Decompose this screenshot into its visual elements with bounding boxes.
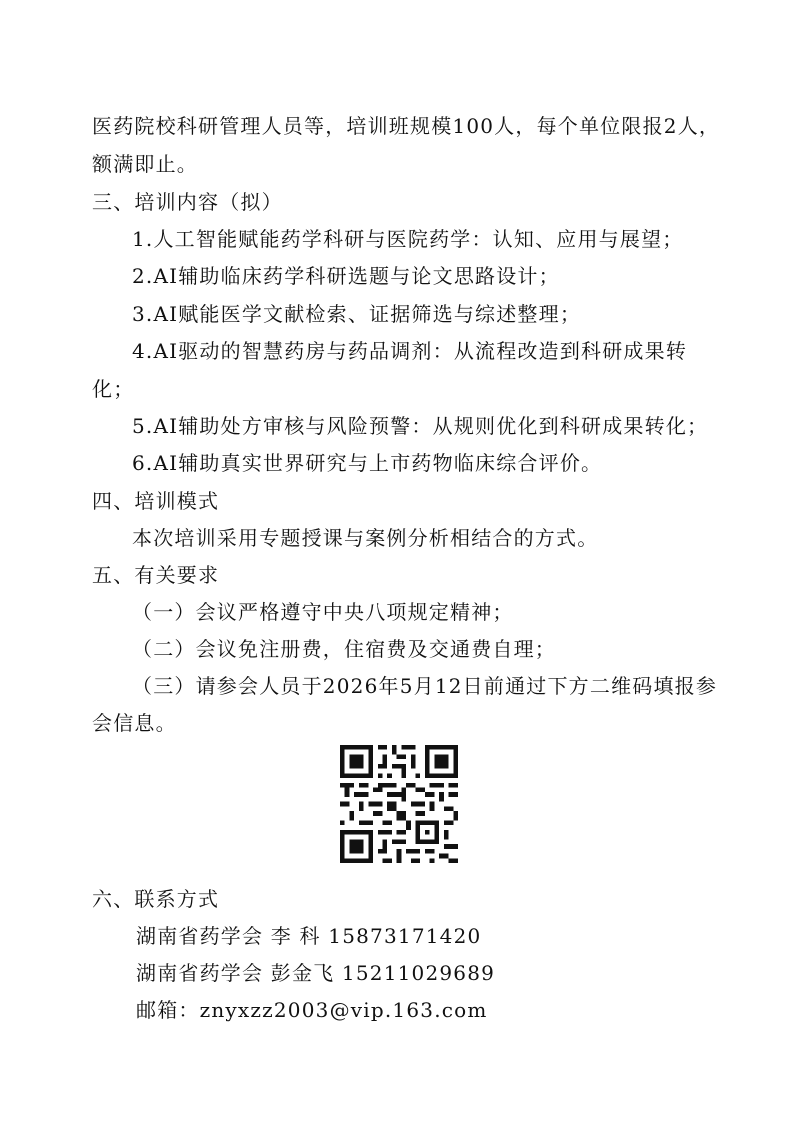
list-item: 2.AI辅助临床药学科研选题与论文思路设计；: [132, 264, 560, 288]
section-heading-contact: 六、联系方式: [92, 887, 220, 911]
list-item: （二）会议免注册费，住宿费及交通费自理；: [132, 637, 556, 661]
paragraph-line: 本次培训采用专题授课与案例分析相结合的方式。: [132, 526, 599, 550]
section-heading-training-mode: 四、培训模式: [92, 489, 220, 513]
list-item: 6.AI辅助真实世界研究与上市药物临床综合评价。: [132, 451, 603, 475]
section-heading-training-content: 三、培训内容（拟）: [92, 190, 283, 214]
registration-qr-code[interactable]: [340, 745, 458, 863]
paragraph-line: 医药院校科研管理人员等，培训班规模100人，每个单位限报2人，: [92, 114, 721, 138]
list-item: 1.人工智能赋能药学科研与医院药学：认知、应用与展望；: [132, 227, 684, 251]
list-item: （三）请参会人员于2026年5月12日前通过下方二维码填报参: [132, 674, 718, 698]
list-item-continuation: 会信息。: [92, 711, 177, 735]
list-item: 4.AI驱动的智慧药房与药品调剂：从流程改造到科研成果转: [132, 339, 688, 363]
paragraph-line: 额满即止。: [92, 152, 198, 176]
email-line[interactable]: 邮箱：znyxzz2003@vip.163.com: [136, 998, 488, 1022]
list-item-continuation: 化；: [92, 377, 135, 401]
list-item: （一）会议严格遵守中央八项规定精神；: [132, 600, 514, 624]
list-item: 5.AI辅助处方审核与风险预警：从规则优化到科研成果转化；: [132, 414, 709, 438]
section-heading-requirements: 五、有关要求: [92, 563, 220, 587]
list-item: 3.AI赋能医学文献检索、证据筛选与综述整理；: [132, 302, 582, 326]
contact-line: 湖南省药学会 李 科 15873171420: [136, 924, 482, 948]
contact-line: 湖南省药学会 彭金飞 15211029689: [136, 961, 496, 985]
